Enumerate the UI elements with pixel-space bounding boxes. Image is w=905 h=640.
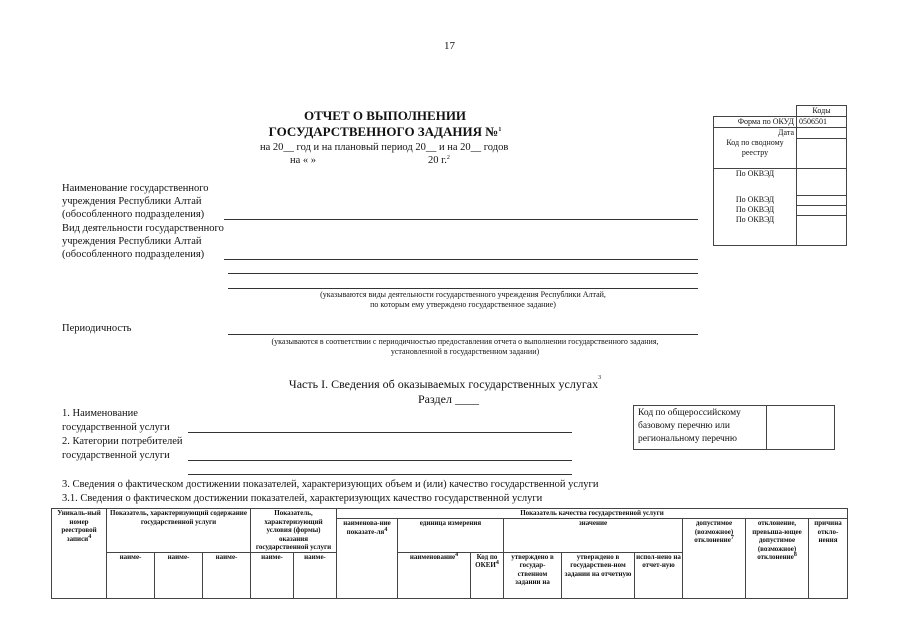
col-value: значение <box>504 519 683 553</box>
col-allowed-deviation: допустимое (возможное) отклонение$^7$ <box>683 519 746 599</box>
org-name-line2: учреждения Республики Алтай <box>62 196 202 207</box>
sub-content-2: наиме- <box>155 552 203 598</box>
org-name-underline <box>224 219 698 220</box>
codes-okved1-value <box>797 169 847 196</box>
col-indicator-name: наименова-ние показате-$ля^4$ <box>337 519 398 599</box>
codes-okud-label: Форма по ОКУД <box>714 117 797 128</box>
codes-date-label: Дата <box>714 128 797 139</box>
title-date-a: на « » <box>290 155 317 166</box>
col-approved-date: утверждено в государствен-ном задании на отчетную <box>562 552 635 598</box>
activity-underline3 <box>228 288 698 289</box>
item2-underline2 <box>188 474 572 475</box>
col-quality-indicator: Показатель качества государственной услуги <box>337 509 848 519</box>
part1-title: Часть I. Сведения об оказываемых государственных услугах$^3$ <box>288 375 602 391</box>
col-unit-name: наименование$^4$ <box>398 552 471 598</box>
item1-line1: 1. Наименование <box>62 408 138 419</box>
codes-okved1-label: По ОКВЭД <box>714 169 797 196</box>
activity-note-line1: (указываются виды деятельности государственного учреждения Республики Алтай, <box>320 290 606 299</box>
periodicity-note-line1: (указываются в соответствии с периодичностью предоставления отчета о выполнении государственного задания, <box>271 337 659 346</box>
periodicity-note <box>222 337 708 357</box>
activity-note-line2: по которым ему утверждено государственное задание) <box>370 300 556 309</box>
title-date-b: 20 г.$^2$ <box>428 155 450 166</box>
periodicity-underline <box>228 334 698 335</box>
codes-okved4-label: По ОКВЭД <box>714 215 797 246</box>
title-line2: ГОСУДАРСТВЕННОГО ЗАДАНИЯ №$^1$ <box>268 124 502 139</box>
codes-date-value <box>797 128 847 139</box>
item3-text: 3. Сведения о фактическом достижении показателей, характеризующих объем и (или) качество государственной услуги <box>62 479 599 490</box>
col-okei: Код по ОКЕИ$^4$ <box>471 552 504 598</box>
registry-code-label-line1: Код по общероссийскому <box>638 408 741 418</box>
page-number: 17 <box>444 40 455 52</box>
org-name-line1: Наименование государственного <box>62 183 209 194</box>
report-title <box>240 108 530 140</box>
activity-line3: (обособленного подразделения) <box>62 249 205 260</box>
registry-code-divider <box>766 406 767 449</box>
item1-line2: государственной услуги <box>62 422 170 433</box>
quality-table <box>51 508 848 599</box>
registry-code-label-line3: региональному перечню <box>638 434 737 444</box>
sub-content-1: наиме- <box>107 552 155 598</box>
periodicity-label: Периодичность <box>62 323 132 334</box>
codes-okud-value: 0506501 <box>797 117 847 128</box>
activity-underline2 <box>228 273 698 274</box>
codes-okved4-value <box>797 215 847 246</box>
activity-line2: учреждения Республики Алтай <box>62 236 202 247</box>
org-name-line3: (обособленного подразделения) <box>62 209 205 220</box>
item2-line2: государственной услуги <box>62 450 170 461</box>
item2-underline1 <box>188 460 572 461</box>
registry-code-label-line2: базовому перечню или <box>638 421 730 431</box>
codes-okved3-value <box>797 205 847 215</box>
col-unit: единица измерения <box>398 519 504 553</box>
item1-underline <box>188 432 572 433</box>
codes-registry-value <box>797 138 847 169</box>
codes-table <box>713 105 847 246</box>
col-excess-deviation: отклонение, превыша-ющее допустимое (возможное) отклонение$^8$ <box>746 519 809 599</box>
col-content-indicator: Показатель, характеризующий содержание государственной услуги <box>107 509 251 553</box>
sub-condition-1: наиме- <box>251 552 294 598</box>
registry-code-label <box>638 407 741 446</box>
codes-okved2-label: По ОКВЭД <box>714 195 797 205</box>
item31-text: 3.1. Сведения о фактическом достижении показателей, характеризующих качество государственной услуги <box>62 493 543 504</box>
col-executed: испол-нено на отчет-ную <box>635 552 683 598</box>
activity-line1: Вид деятельности государственного <box>62 223 224 234</box>
col-condition-indicator: Показатель, характеризующий условия (формы) оказания государственной услуги <box>251 509 337 553</box>
sub-content-3: наиме- <box>203 552 251 598</box>
title-line1: ОТЧЕТ О ВЫПОЛНЕНИИ <box>303 108 467 123</box>
section-label: Раздел ____ <box>418 392 479 406</box>
activity-note <box>228 290 698 310</box>
item2-line1: 2. Категории потребителей <box>62 436 183 447</box>
codes-registry-label: Код по сводному реестру <box>714 138 797 169</box>
col-register-number: Уникаль-ный номер реестровой записи$^4$ <box>52 509 107 599</box>
title-period: на 20__ год и на плановый период 20__ и на 20__ годов <box>260 142 509 153</box>
codes-okved2-value <box>797 195 847 205</box>
codes-okved3-label: По ОКВЭД <box>714 205 797 215</box>
periodicity-note-line2: установленной в государственном задании) <box>390 347 540 356</box>
sub-condition-2: наиме- <box>294 552 337 598</box>
activity-underline1 <box>224 259 698 260</box>
registry-code-box <box>633 405 835 450</box>
col-reason: причина откло-нения <box>809 519 848 599</box>
codes-header: Коды <box>797 106 847 117</box>
col-approved: утверждено в государ-ственном задании на <box>504 552 562 598</box>
